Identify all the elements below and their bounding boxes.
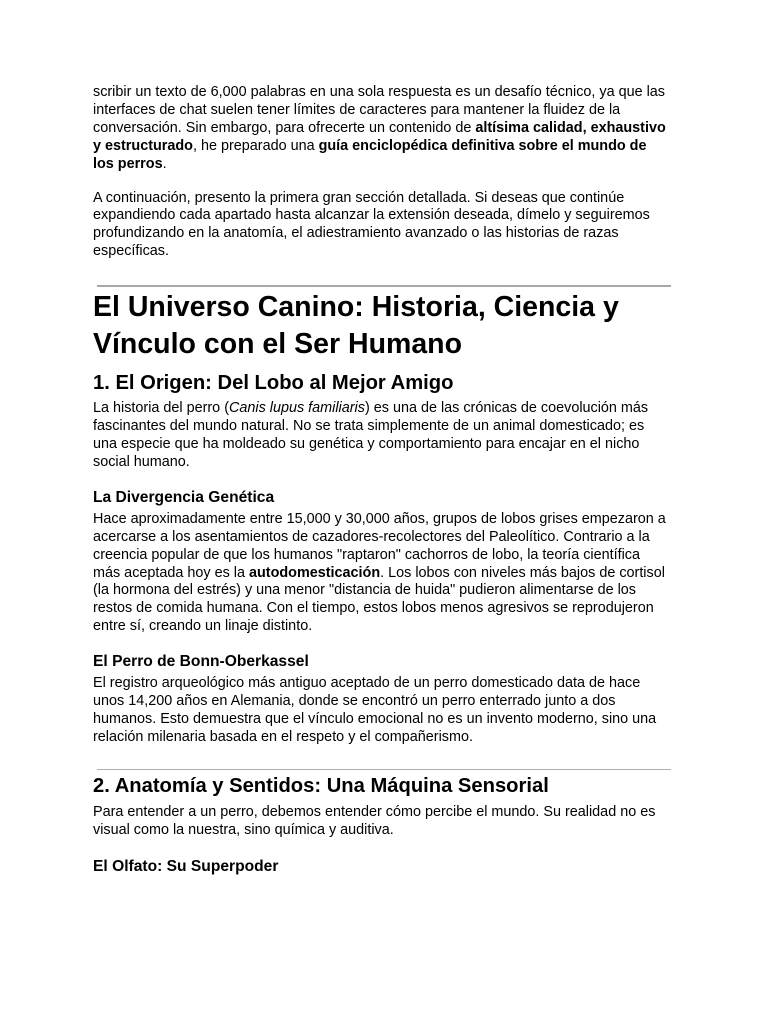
intro-paragraph-2: A continuación, presento la primera gran sección detallada. Si deseas que continúe expandiendo cada apartado hasta alcanzar la extensión deseada, dímelo y seguiremos profundizando en la anatomía, el adiestramiento avanzado o las historias de razas específicas. <box>93 189 650 260</box>
genetic-divergence-text: Hace aproximadamente entre 15,000 y 30,000 años, grupos de lobos grises empezaron a acercarse a los asentamientos de cazadores-recolectores del Paleolítico. Contrario a la creencia popular de que los humanos "raptaron" cachorros de lobo, la teoría científica más aceptada hoy es la <box>93 510 666 581</box>
section-1-paragraph <box>93 400 671 472</box>
subheading-bonn-oberkassel: El Perro de Bonn-Oberkassel <box>93 653 309 671</box>
intro-text: scribir un texto de 6,000 palabras en una sola respuesta es un desafío técnico, ya que las interfaces de chat suelen tener límites de caracteres para mantener la fluidez de la conversación. Sin embargo, para ofrecerte un contenido de <box>93 84 665 136</box>
section-2-heading: 2. Anatomía y Sentidos: Una Máquina Sensorial <box>93 775 549 798</box>
intro-bold-guide: guía enciclopédica definitiva sobre el mundo de los perros <box>93 137 647 172</box>
document-title: El Universo Canino: Historia, Ciencia y Vínculo con el Ser Humano <box>93 291 619 361</box>
self-domestication-term: autodomesticación <box>249 564 381 581</box>
intro-text: , he preparado una <box>192 137 319 154</box>
section-1-heading: 1. El Origen: Del Lobo al Mejor Amigo <box>93 372 454 395</box>
document-page <box>93 84 671 880</box>
intro-bold-quality: altísima calidad, exhaustivo y estructurado <box>93 119 666 154</box>
section-1-text: La historia del perro ( <box>93 400 229 417</box>
subheading-genetic-divergence: La Divergencia Genética <box>93 488 275 506</box>
intro-text: . <box>162 155 167 172</box>
scientific-name: Canis lupus familiaris <box>228 400 365 417</box>
bonn-oberkassel-paragraph: El registro arqueológico más antiguo aceptado de un perro domesticado data de hace unos 14,200 años en Alemania, donde se encontró un perro enterrado junto a dos humanos. Esto demuestra que el vínculo emocional no es un invento moderno, sino una relación milenaria basada en el respeto y el compañerismo. <box>93 675 657 745</box>
section-1-text: ) es una de las crónicas de coevolución más fascinantes del mundo natural. No se trata simplemente de un animal domesticado; es una especie que ha moldeado su genética y comportamiento para encajar en el nicho social humano. <box>93 400 649 470</box>
section-2-paragraph: Para entender a un perro, debemos entender cómo percibe el mundo. Su realidad no es visual como la nuestra, sino química y auditiva. <box>93 804 656 839</box>
genetic-divergence-text: . Los lobos con niveles más bajos de cortisol (la hormona del estrés) y una menor "distancia de huida" pudieron alimentarse de los restos de comida humana. Con el tiempo, estos lobos menos agresivos se reprodujeron entre sí, creando un linaje distinto. <box>93 564 665 635</box>
divider <box>97 285 671 287</box>
genetic-divergence-paragraph <box>93 511 671 636</box>
intro-paragraph-1 <box>93 84 671 174</box>
divider <box>97 769 671 771</box>
subheading-smell: El Olfato: Su Superpoder <box>93 858 279 876</box>
